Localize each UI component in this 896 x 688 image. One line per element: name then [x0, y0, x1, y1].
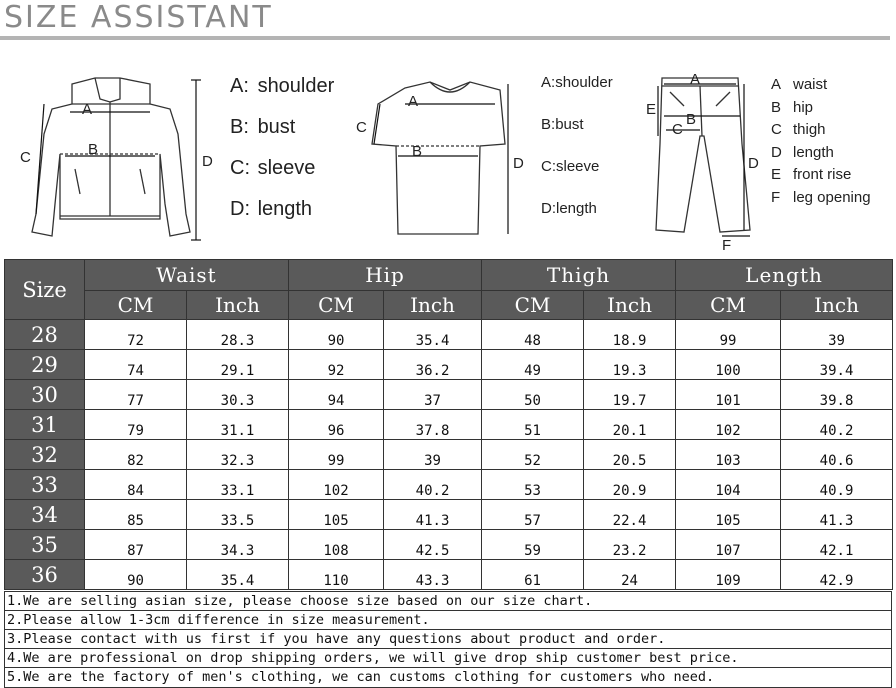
unit-header: CM: [676, 291, 781, 320]
table-cell: 40.9: [781, 470, 893, 500]
tshirt-legend: [541, 62, 613, 230]
table-cell: 57: [482, 500, 584, 530]
jacket-legend: [230, 66, 334, 230]
jacket-legend-item: A: shoulder: [230, 75, 335, 97]
table-cell: 41.3: [781, 500, 893, 530]
page-title: SIZE ASSISTANT: [4, 0, 273, 35]
table-cell: 33.1: [187, 470, 289, 500]
jacket-illustration: [0, 44, 896, 256]
table-cell: 110: [289, 560, 384, 590]
jacket-drawing: [32, 78, 190, 236]
tshirt-marker-d: D: [513, 155, 524, 172]
table-cell: 41.3: [384, 500, 482, 530]
table-cell: 18.9: [584, 320, 676, 350]
pants-legend-item: A waist: [771, 76, 828, 93]
table-cell: 84: [85, 470, 187, 500]
note-item: 3.Please contact with us first if you have any questions about product and order.: [5, 630, 891, 649]
size-rows: [5, 320, 893, 590]
table-cell: 77: [85, 380, 187, 410]
table-cell: 42.9: [781, 560, 893, 590]
pants-marker-b: B: [686, 111, 697, 128]
table-cell: 90: [289, 320, 384, 350]
table-cell: 61: [482, 560, 584, 590]
table-cell: 85: [85, 500, 187, 530]
table-cell: 39.4: [781, 350, 893, 380]
tshirt-drawing: [372, 82, 505, 234]
table-row: [5, 470, 893, 500]
title-divider: [0, 36, 890, 40]
table-row: [5, 410, 893, 440]
pants-marker-c: C: [672, 121, 683, 138]
tshirt-marker-b: B: [412, 143, 423, 160]
table-cell: 23.2: [584, 530, 676, 560]
table-cell: 90: [85, 560, 187, 590]
table-cell: 99: [289, 440, 384, 470]
note-item: 2.Please allow 1-3cm difference in size measurement.: [5, 611, 891, 630]
table-cell: 39.8: [781, 380, 893, 410]
jacket-marker-c: C: [20, 149, 31, 166]
table-cell: 102: [289, 470, 384, 500]
group-header-length: Length: [676, 260, 893, 291]
table-row: [5, 440, 893, 470]
notes-list: [4, 591, 892, 688]
table-cell: 53: [482, 470, 584, 500]
size-label: 36: [5, 560, 85, 590]
table-row: [5, 320, 893, 350]
pants-legend-item: C thigh: [771, 121, 826, 138]
table-cell: 105: [289, 500, 384, 530]
table-row: [5, 380, 893, 410]
pants-marker-e: E: [646, 101, 657, 118]
table-cell: 36.2: [384, 350, 482, 380]
tshirt-legend-item: A:shoulder: [541, 74, 613, 91]
size-header: Size: [5, 260, 85, 320]
note-item: 5.We are the factory of men's clothing, we can customs clothing for customers who need.: [7, 669, 715, 685]
table-cell: 50: [482, 380, 584, 410]
table-cell: 35.4: [187, 560, 289, 590]
pants-legend-item: D length: [771, 143, 834, 161]
table-cell: 101: [676, 380, 781, 410]
table-cell: 79: [85, 410, 187, 440]
pants-legend-item: B hip: [771, 98, 814, 116]
tshirt-marker-c: C: [356, 119, 367, 136]
table-cell: 72: [85, 320, 187, 350]
table-cell: 20.5: [584, 440, 676, 470]
unit-header: Inch: [781, 291, 893, 320]
table-cell: 37: [384, 380, 482, 410]
size-label: 33: [5, 470, 85, 500]
size-label: 30: [5, 380, 85, 410]
size-chart-table: [4, 259, 893, 590]
table-cell: 99: [676, 320, 781, 350]
table-cell: 87: [85, 530, 187, 560]
jacket-marker-d: D: [202, 153, 213, 170]
pants-marker-a: A: [690, 71, 701, 88]
table-cell: 108: [289, 530, 384, 560]
size-label: 31: [5, 410, 85, 440]
pants-legend-item: F leg opening: [771, 188, 871, 206]
table-cell: 100: [676, 350, 781, 380]
table-cell: 19.7: [584, 380, 676, 410]
table-cell: 43.3: [384, 560, 482, 590]
table-cell: 29.1: [187, 350, 289, 380]
pants-legend-item: E front rise: [771, 166, 852, 183]
tshirt-legend-item: C:sleeve: [541, 158, 600, 175]
table-cell: 33.5: [187, 500, 289, 530]
tshirt-legend-item: B:bust: [541, 116, 584, 133]
unit-header: CM: [85, 291, 187, 320]
table-cell: 39: [781, 320, 893, 350]
table-cell: 37.8: [384, 410, 482, 440]
unit-header: Inch: [187, 291, 289, 320]
size-label: 28: [5, 320, 85, 350]
jacket-marker-a: A: [82, 101, 93, 118]
table-row: [5, 560, 893, 590]
pants-legend: [771, 74, 871, 209]
group-header-thigh: Thigh: [482, 260, 676, 291]
table-cell: 96: [289, 410, 384, 440]
table-cell: 82: [85, 440, 187, 470]
unit-header: CM: [482, 291, 584, 320]
table-cell: 48: [482, 320, 584, 350]
table-cell: 30.3: [187, 380, 289, 410]
table-cell: 102: [676, 410, 781, 440]
group-header-hip: Hip: [289, 260, 482, 291]
jacket-legend-item: D: length: [230, 198, 313, 220]
table-cell: 24: [584, 560, 676, 590]
table-cell: 35.4: [384, 320, 482, 350]
size-label: 34: [5, 500, 85, 530]
table-row: [5, 500, 893, 530]
table-cell: 103: [676, 440, 781, 470]
table-cell: 19.3: [584, 350, 676, 380]
table-cell: 20.1: [584, 410, 676, 440]
jacket-marker-b: B: [88, 141, 99, 158]
unit-header: CM: [289, 291, 384, 320]
table-cell: 34.3: [187, 530, 289, 560]
table-cell: 104: [676, 470, 781, 500]
size-label: 29: [5, 350, 85, 380]
pants-marker-d: D: [748, 155, 759, 172]
table-cell: 105: [676, 500, 781, 530]
table-cell: 32.3: [187, 440, 289, 470]
note-item: 4.We are professional on drop shipping orders, we will give drop ship customer best price.: [5, 649, 891, 668]
table-cell: 20.9: [584, 470, 676, 500]
table-cell: 40.2: [384, 470, 482, 500]
pants-marker-f: F: [722, 237, 732, 254]
tshirt-marker-a: A: [408, 93, 419, 110]
table-cell: 49: [482, 350, 584, 380]
unit-header: Inch: [384, 291, 482, 320]
table-cell: 39: [384, 440, 482, 470]
table-cell: 109: [676, 560, 781, 590]
jacket-line-c: [36, 104, 44, 214]
size-label: 35: [5, 530, 85, 560]
table-cell: 40.6: [781, 440, 893, 470]
table-cell: 31.1: [187, 410, 289, 440]
note-item: 1.We are selling asian size, please choose size based on our size chart.: [5, 592, 891, 611]
unit-header: Inch: [584, 291, 676, 320]
table-cell: 92: [289, 350, 384, 380]
pants-drawing: [656, 78, 750, 232]
tshirt-legend-item: D:length: [541, 200, 597, 217]
table-cell: 74: [85, 350, 187, 380]
table-row: [5, 350, 893, 380]
table-cell: 22.4: [584, 500, 676, 530]
table-cell: 42.1: [781, 530, 893, 560]
table-cell: 40.2: [781, 410, 893, 440]
jacket-legend-item: B: bust: [230, 116, 296, 138]
table-cell: 52: [482, 440, 584, 470]
group-header-waist: Waist: [85, 260, 289, 291]
table-row: [5, 530, 893, 560]
jacket-legend-item: C: sleeve: [230, 157, 316, 179]
measurement-diagrams: [0, 44, 896, 256]
table-cell: 28.3: [187, 320, 289, 350]
table-cell: 107: [676, 530, 781, 560]
table-cell: 42.5: [384, 530, 482, 560]
table-cell: 94: [289, 380, 384, 410]
size-label: 32: [5, 440, 85, 470]
table-cell: 59: [482, 530, 584, 560]
table-cell: 51: [482, 410, 584, 440]
